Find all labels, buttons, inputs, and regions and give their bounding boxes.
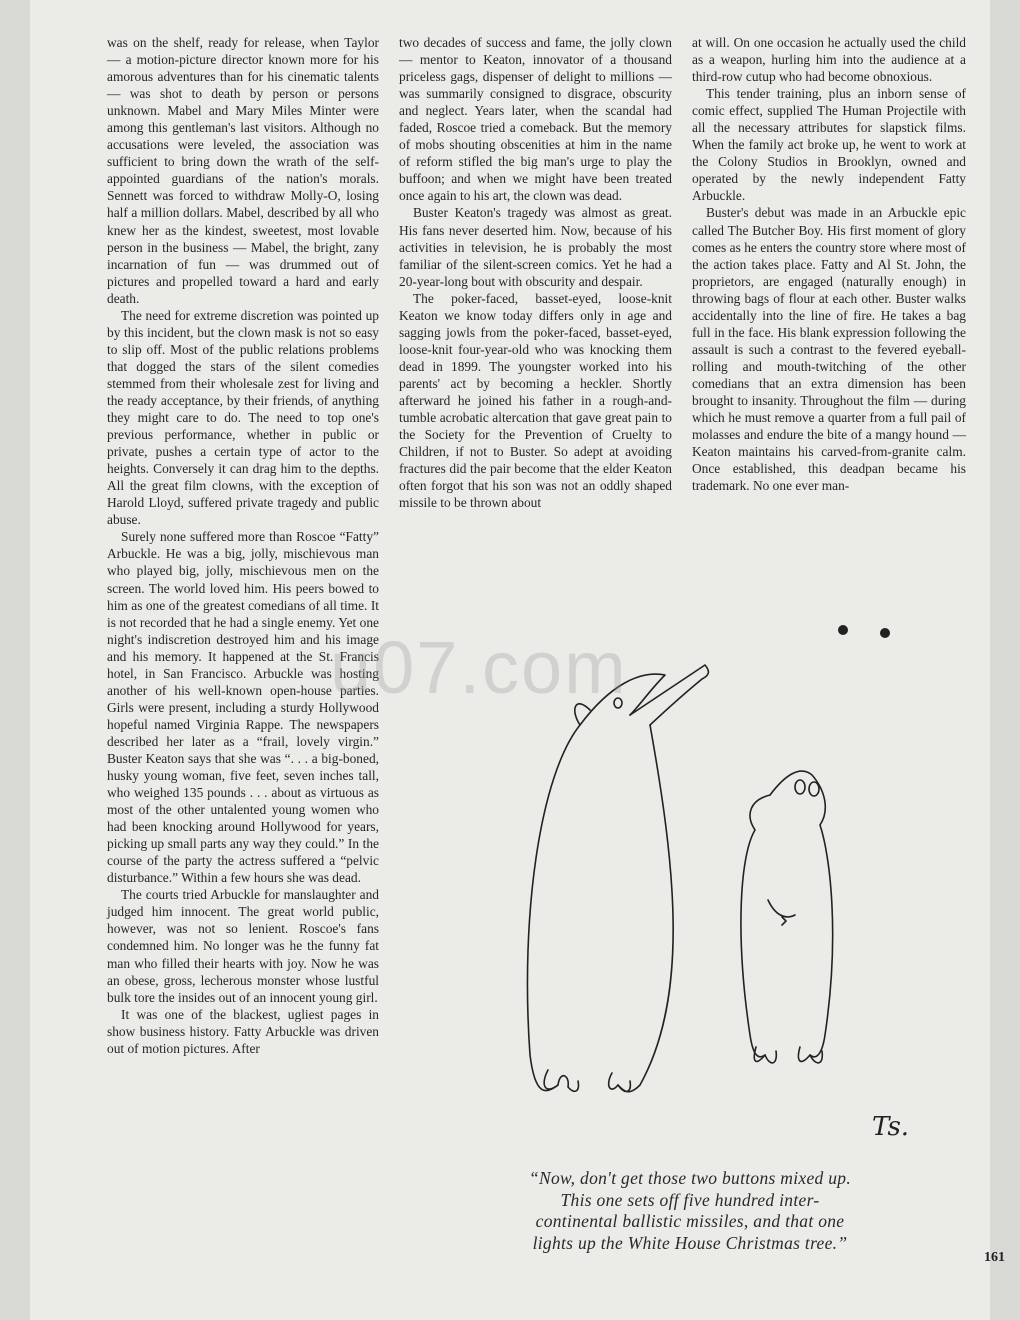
article-column-3 (692, 34, 966, 494)
cartoonist-signature: Ts. (872, 1112, 910, 1142)
paragraph: It was one of the blackest, ugliest pages in show business history. Fatty Arbuckle was driven out of motion pictures. After (107, 1006, 379, 1056)
cartoon-caption (470, 1168, 910, 1254)
paragraph: The courts tried Arbuckle for manslaughter and judged him innocent. The great world public, however, was not so lenient. Roscoe's fans condemned him. No longer was he the funny fat man who filled their hearts with joy. Now he was an obese, gross, lecherous monster whose lustful bulk tore the insides out of an innocent young girl. (107, 887, 379, 1005)
paragraph: was on the shelf, ready for release, when Taylor — a motion-picture director known more for his amorous adventures than for his cinematic talents — was shot to death by person or persons unknown. Mabel and Mary Miles Minter were among this gentleman's last visitors. Although no accusations were leveled, the association was sufficient to bring down the wrath of the self-appointed guardians of the nation's morals. Sennett was forced to withdraw Molly-O, losing half a million dollars. Mabel, described by all who knew her as the kindest, sweetest, most lovable person in the business — Mabel, the bright, zany incarnation of fun — was drummed out of pictures and propelled toward a hard and early death. (107, 35, 379, 306)
article-column-1 (107, 34, 379, 1057)
paragraph: Surely none suffered more than Roscoe “Fatty” Arbuckle. He was a big, jolly, mischievous man who played big, jolly, mischievous men on the screen. The world loved him. His peers bowed to him as one of the greatest comedians of all time. It is not recorded that he had a single enemy. Yet one night's indiscretion destroyed him and his image and his memory. It happened at the St. Francis hotel, in San Francisco. Arbuckle was hosting another of his well-known open-house parties. Girls were present, including a sturdy Hollywood hopeful named Virginia Rappe. The newspapers described her later as a “frail, lovely virgin.” Buster Keaton says that she was “. . . a big-boned, husky young woman, five feet, seven inches tall, who weighed 135 pounds . . . about as virtuous as most of the other untalented young women who had been knocking around Hollywood for years, picking up small parts any way they could.” In the course of the party the actress suffered a “pelvic disturbance.” Within a few hours she was dead. (107, 529, 379, 886)
paragraph: at will. On one occasion he actually used the child as a weapon, hurling him into the audience at a third-row cutup who had become obnoxious. (692, 35, 966, 85)
caption-line: continental ballistic missiles, and that one (535, 1211, 845, 1231)
paragraph: The poker-faced, basset-eyed, loose-knit Keaton we know today differs only in age and sagging jowls from the poker-faced, basset-eyed, loose-knit four-year-old who was knocking them dead in 1899. The youngster worked into his parents' act by becoming a heckler. Shortly afterward he joined his father in a rough-and-tumble acrobatic altercation that gave great pain to the Society for the Prevention of Cruelty to Children, if not to Buster. So adept at avoiding fractures did the pair become that the elder Keaton often forgot that his son was not an oddly shaped missile to be thrown about (399, 290, 672, 511)
caption-line: lights up the White House Christmas tree.” (532, 1232, 848, 1253)
article-column-2 (399, 34, 672, 511)
paragraph: Buster's debut was made in an Arbuckle epic called The Butcher Boy. His first moment of glory comes as he enters the country store where most of the action takes place. Fatty and Al St. John, the proprietors, are engaged (naturally enough) in throwing bags of flour at each other. Buster walks accidentally into the line of fire. He takes a bag full in the face. His blank expression following the assault is such a contrast to the fevered eyeball-rolling and mouth-twitching of the other comedians that an extra dimension has been brought to insanity. Throughout the film — during which he must remove a quarter from a full pail of molasses and endure the bite of a mangy hound — Keaton maintains his carved-from-granite calm. Once established, this deadpan became his trademark. No one ever man- (692, 205, 966, 494)
caption-line: “Now, don't get those two buttons mixed up. (528, 1168, 852, 1188)
paragraph: two decades of success and fame, the jolly clown — mentor to Keaton, innovator of a thousand priceless gags, dispenser of delight to millions — was summarily consigned to disgrace, obscurity and neglect. Years later, when the scandal had faded, Roscoe tried a comeback. But the memory of mobs shouting obscenities at him in the name of reform stifled the big man's urge to play the buffoon; and when we might have been treated once again to his art, the clown was dead. (399, 35, 672, 204)
paragraph: The need for extreme discretion was pointed up by this incident, but the clown mask is not so easy to slip off. Most of the public relations problems that dogged the stars of the silent comedies stemmed from their wholesale zest for living and the ready acceptance, by their friends, of anything they might care to do. The need to top one's previous performance, whether in public or private, pushes a certain type of actor to the heights. Conversely it can drag him to the depths. All the great film clowns, with the exception of Harold Lloyd, suffered private tragedy and public abuse. (107, 307, 379, 528)
caption-line: This one sets off five hundred inter- (560, 1189, 820, 1210)
watermark: u07.com (330, 626, 628, 709)
page-number: 161 (984, 1250, 1005, 1265)
paragraph: This tender training, plus an inborn sense of comic effect, supplied The Human Projectile with all the necessary attributes for slapstick films. When the family act broke up, he went to work at the Colony Studios in Brooklyn, owned and operated by the newly independent Fatty Arbuckle. (692, 86, 966, 204)
magazine-page (30, 0, 1005, 1320)
paragraph: Buster Keaton's tragedy was almost as great. His fans never deserted him. Now, because of his activities in television, he is probably the most familiar of the silent-screen comics. Yet he had a 20-year-long bout with obscurity and despair. (399, 205, 672, 289)
